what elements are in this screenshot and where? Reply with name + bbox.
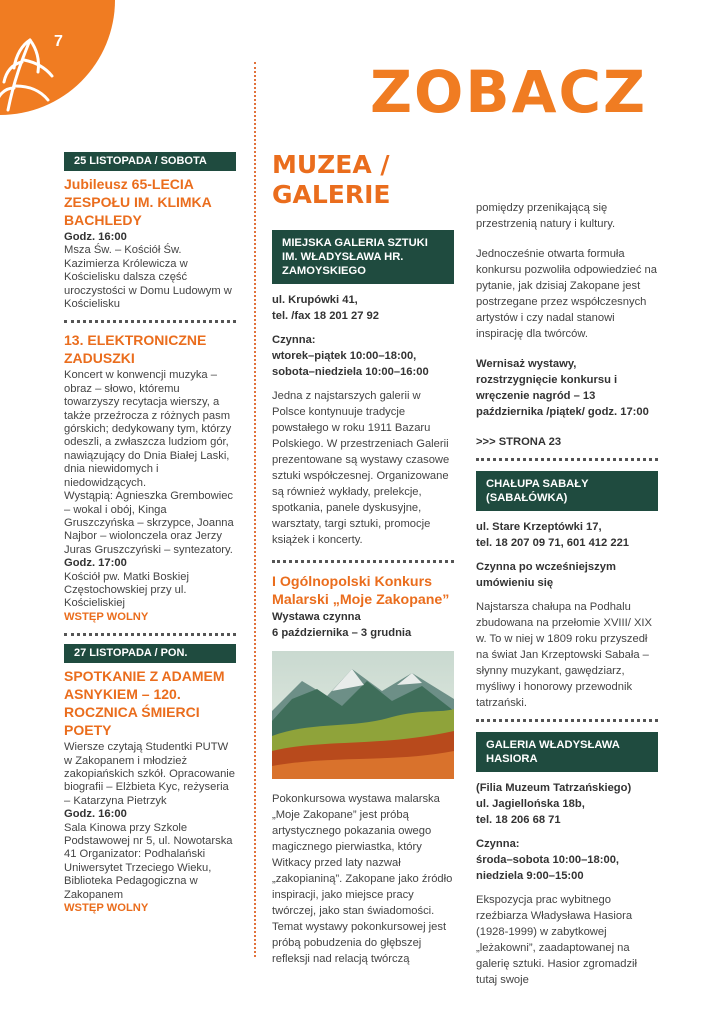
mountain-painting-image — [272, 651, 454, 779]
event-time: Godz. 16:00 — [64, 231, 127, 243]
gallery-description: Jedna z najstarszych galerii w Polsce kontynuuje tradycje powstałego w roku 1911 Bazaru Polskiego. W przestrzeniach Galerii prezentowane są wystawy czasowe sztuki współczesnej. Organizowane są również wykłady, prelekcje, spotkania, panele dyskusyjne, warsztaty, targi sztuki, promocje książek i koncerty. — [272, 390, 450, 546]
gallery-address: ul. Krupówki 41, — [272, 294, 358, 306]
contest-description: Pokonkursowa wystawa malarska „Moje Zakopane” jest próbą artystycznego pokazania owego magicznego pierwiastka, który Witkacy przed laty nazwał „zakopianiną”. Zakopane jako źródło inspiracji, jako miejsce pracy twórczej, jako stan świadomości. Temat wystawy pokonkursowej jest próbą pobudzenia do głębszej refleksji nad relacją twórczą — [272, 793, 453, 965]
event-place: Sala Kinowa przy Szkole Podstawowej nr 5, ul. Nowotarska 41 Organizator: Podhalański Uniwersytet Trzeciego Wieku, Biblioteka Pedagogiczna w Zakopanem — [64, 821, 233, 901]
events-column — [64, 152, 236, 915]
section-title: MUZEA / GALERIE — [272, 150, 391, 209]
free-entry-label: WSTĘP WOLNY — [64, 610, 149, 623]
right-column — [476, 200, 658, 988]
contest-formula: Jednocześnie otwarta formuła konkursu pozwoliła odpowiedzieć na pytanie, jak dzisiaj Zakopane jest postrzegane przez współczesnych artystów i czy nadal stanowi inspirację dla twórców. — [476, 248, 657, 340]
opening-label: Czynna: — [272, 334, 316, 346]
dotted-separator — [476, 719, 658, 722]
contest-dates: 6 października – 3 grudnia — [272, 627, 412, 639]
corner-leaf-decoration — [0, 0, 115, 115]
event-title: SPOTKANIE Z ADAMEM ASNYKIEM – 120. ROCZNICA ŚMIERCI POETY — [64, 668, 225, 739]
gallery-phone: tel. /fax 18 201 27 92 — [272, 310, 379, 322]
dotted-separator — [476, 458, 658, 461]
sabala-description: Najstarsza chałupa na Podhalu zbudowana na przełomie XVIII/ XIX w. To w niej w 1809 roku przyszedł na świat Jan Krzeptowski Sabała – słynny muzykant, gawędziarz, myśliwy i honorowy przewodnik tatrzański. — [476, 601, 652, 709]
hasior-branch: (Filia Muzeum Tatrzańskiego) — [476, 782, 632, 794]
event-body: Wiersze czytają Studentki PUTW w Zakopanem i młodzież zakopiańskich szkół. Opracowanie biografii – Elżbieta Kyc, reżyseria – Katarzyna Pietrzyk — [64, 741, 236, 807]
event-title: Jubileusz 65-LECIA ZESPOŁU IM. KLIMKA BACHLEDY — [64, 176, 212, 228]
dotted-separator — [64, 320, 236, 323]
hasior-name-box: GALERIA WŁADYSŁAWA HASIORA — [476, 732, 658, 772]
event-performers: Wystąpią: Agnieszka Grembowiec – wokal i obój, Kinga Gruszczyńska – skrzypce, Joanna Najbor – wiolonczela oraz Jerzy Juras Gruszczyński – syntezatory. — [64, 490, 234, 556]
column-divider — [254, 62, 256, 957]
sabala-name-box: CHAŁUPA SABAŁY (SABAŁÓWKA) — [476, 471, 658, 511]
contest-status: Wystawa czynna — [272, 611, 361, 623]
contest-description-continued: pomiędzy przenikającą się przestrzenią natury i kultury. — [476, 202, 616, 230]
free-entry-label: WSTĘP WOLNY — [64, 902, 149, 915]
event-place: Kościół pw. Matki Boskiej Częstochowskiej przy ul. Kościeliskiej — [64, 570, 189, 610]
event-body: Koncert w konwencji muzyka – obraz – słowo, któremu towarzyszy recytacja wierszy, a także przeźrocza z różnych pasm górskich; dedykowany tym, którzy odeszli, a zwłaszcza ludziom gór, nawiązujący do Dnia Białej Laski, dnia niewidomych i niedowidzących. — [64, 369, 232, 489]
museums-column — [272, 150, 454, 967]
event-body: Msza Św. – Kościół Św. Kazimierza Królewicza w Kościelisku dalsza część uroczystości w Domu Ludowym w Kościelisku — [64, 244, 232, 311]
sabala-phone: tel. 18 207 09 71, 601 412 221 — [476, 537, 630, 549]
contest-title: I Ogólnopolski Konkurs Malarski „Moje Zakopane” — [272, 574, 450, 608]
opening-hours: środa–sobota 10:00–18:00, — [476, 854, 620, 866]
date-bar: 25 LISTOPADA / SOBOTA — [64, 152, 236, 171]
dotted-separator — [64, 633, 236, 636]
dotted-separator — [272, 560, 454, 563]
event-title: 13. ELEKTRONICZNE ZADUSZKI — [64, 332, 207, 367]
opening-label: Czynna: — [476, 838, 520, 850]
hasior-address: ul. Jagiellońska 18b, — [476, 798, 585, 810]
page-number: 7 — [54, 33, 63, 50]
sabala-opening: Czynna po wcześniejszym umówieniu się — [476, 561, 616, 589]
page-title: ZOBACZ — [370, 58, 648, 126]
opening-hours: sobota–niedziela 10:00–16:00 — [272, 366, 429, 378]
opening-hours: wtorek–piątek 10:00–18:00, — [272, 350, 417, 362]
vernissage-info: Wernisaż wystawy, rozstrzygnięcie konkursu i wręczenie nagród – 13 października /piątek/ godz. 17:00 — [476, 358, 649, 418]
event-time: Godz. 16:00 — [64, 808, 127, 821]
hasior-phone: tel. 18 206 68 71 — [476, 814, 561, 826]
page-reference: >>> STRONA 23 — [476, 436, 562, 448]
sabala-address: ul. Stare Krzeptówki 17, — [476, 521, 602, 533]
gallery-name-box: MIEJSKA GALERIA SZTUKI IM. WŁADYSŁAWA HR. ZAMOYSKIEGO — [272, 230, 454, 284]
opening-hours: niedziela 9:00–15:00 — [476, 870, 584, 882]
date-bar: 27 LISTOPADA / PON. — [64, 644, 236, 663]
hasior-description: Ekspozycja prac wybitnego rzeźbiarza Władysława Hasiora (1928-1999) w zabytkowej „leżakowni”, zaadaptowanej na galerię sztuki. Hasior zgromadził tutaj swoje — [476, 894, 638, 986]
event-time: Godz. 17:00 — [64, 557, 127, 570]
